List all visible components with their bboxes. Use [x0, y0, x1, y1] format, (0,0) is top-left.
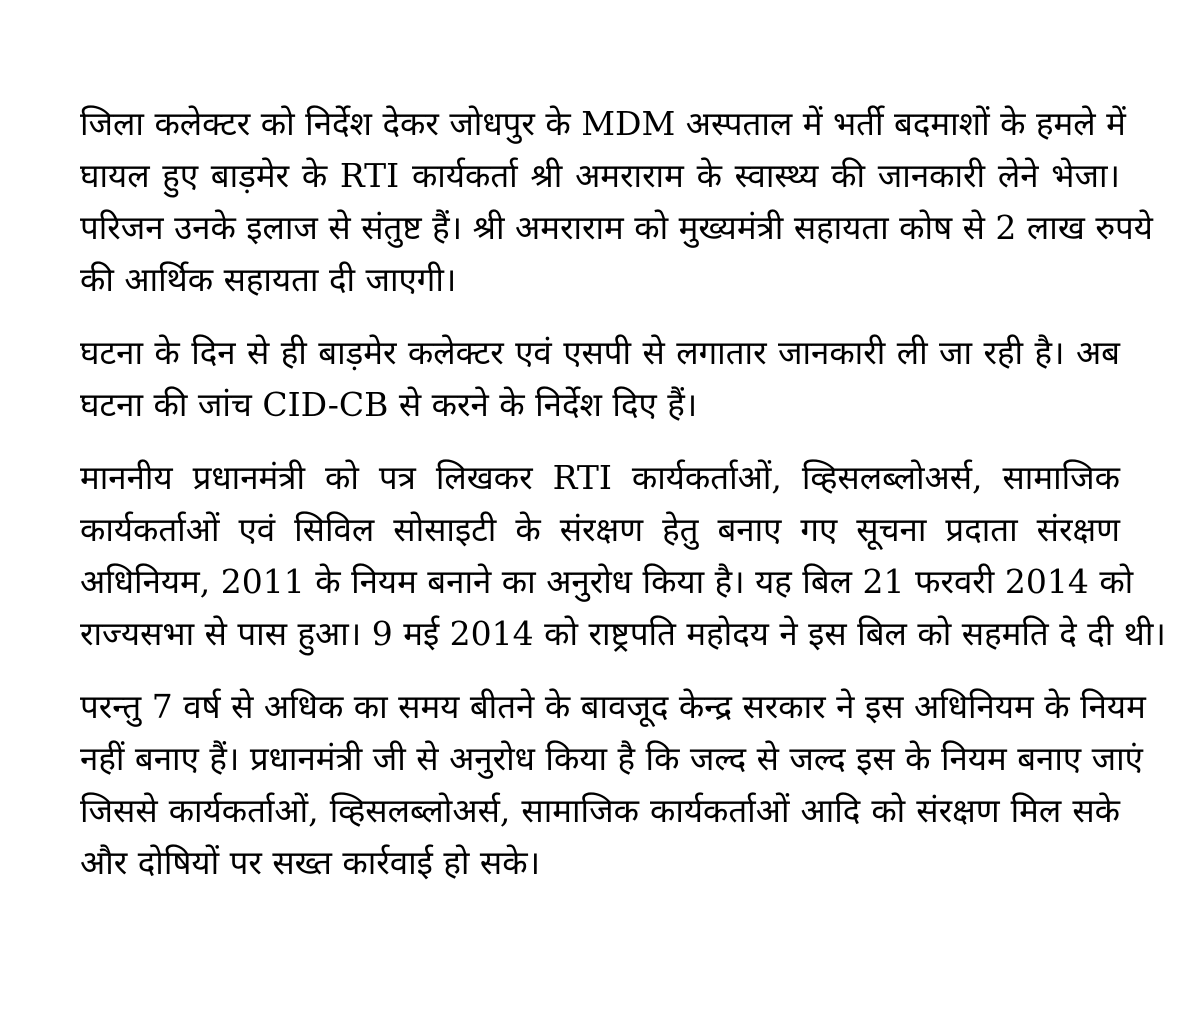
paragraph-rules-request [80, 681, 1146, 889]
paragraph-prime-minister-letter [80, 452, 1166, 660]
text-line: घायल हुए बाड़मेर के RTI कार्यकर्ता श्री अमराराम के स्वास्थ्य की जानकारी लेने भेजा। [80, 156, 1120, 195]
text-line: नहीं बनाए हैं। प्रधानमंत्री जी से अनुरोध किया है कि जल्द से जल्द इस के नियम बनाए जाएं [80, 739, 1143, 778]
text-line: और दोषियों पर सख्त कार्रवाई हो सके। [80, 843, 541, 882]
text-line: घटना की जांच CID-CB से करने के निर्देश दिए हैं। [80, 385, 698, 424]
text-line: राज्यसभा से पास हुआ। 9 मई 2014 को राष्ट्रपति महोदय ने इस बिल को सहमति दे दी थी। [80, 614, 1166, 653]
text-line: की आर्थिक सहायता दी जाएगी। [80, 260, 457, 299]
text-line: कार्यकर्ताओं एवं सिविल सोसाइटी के संरक्षण हेतु बनाए गए सूचना प्रदाता संरक्षण [80, 510, 1120, 549]
text-line: जिला कलेक्टर को निर्देश देकर जोधपुर के MDM अस्पताल में भर्ती बदमाशों के हमले में [80, 104, 1126, 143]
text-line: अधिनियम, 2011 के नियम बनाने का अनुरोध किया है। यह बिल 21 फरवरी 2014 को [80, 562, 1134, 601]
text-line: जिससे कार्यकर्ताओं, व्हिसलब्लोअर्स, सामाजिक कार्यकर्ताओं आदि को संरक्षण मिल सके [80, 791, 1120, 830]
text-line: माननीय प्रधानमंत्री को पत्र लिखकर RTI कार्यकर्ताओं, व्हिसलब्लोअर्स, सामाजिक [80, 458, 1120, 497]
text-line: परिजन उनके इलाज से संतुष्ट हैं। श्री अमराराम को मुख्यमंत्री सहायता कोष से 2 लाख रुपये [80, 208, 1153, 247]
paragraph-cid-cb-investigation [80, 327, 1120, 431]
paragraph-mdm-hospital [80, 98, 1153, 306]
text-line: घटना के दिन से ही बाड़मेर कलेक्टर एवं एसपी से लगातार जानकारी ली जा रही है। अब [80, 333, 1120, 372]
text-line: परन्तु 7 वर्ष से अधिक का समय बीतने के बावजूद केन्द्र सरकार ने इस अधिनियम के नियम [80, 687, 1146, 726]
document-body [80, 98, 1166, 889]
